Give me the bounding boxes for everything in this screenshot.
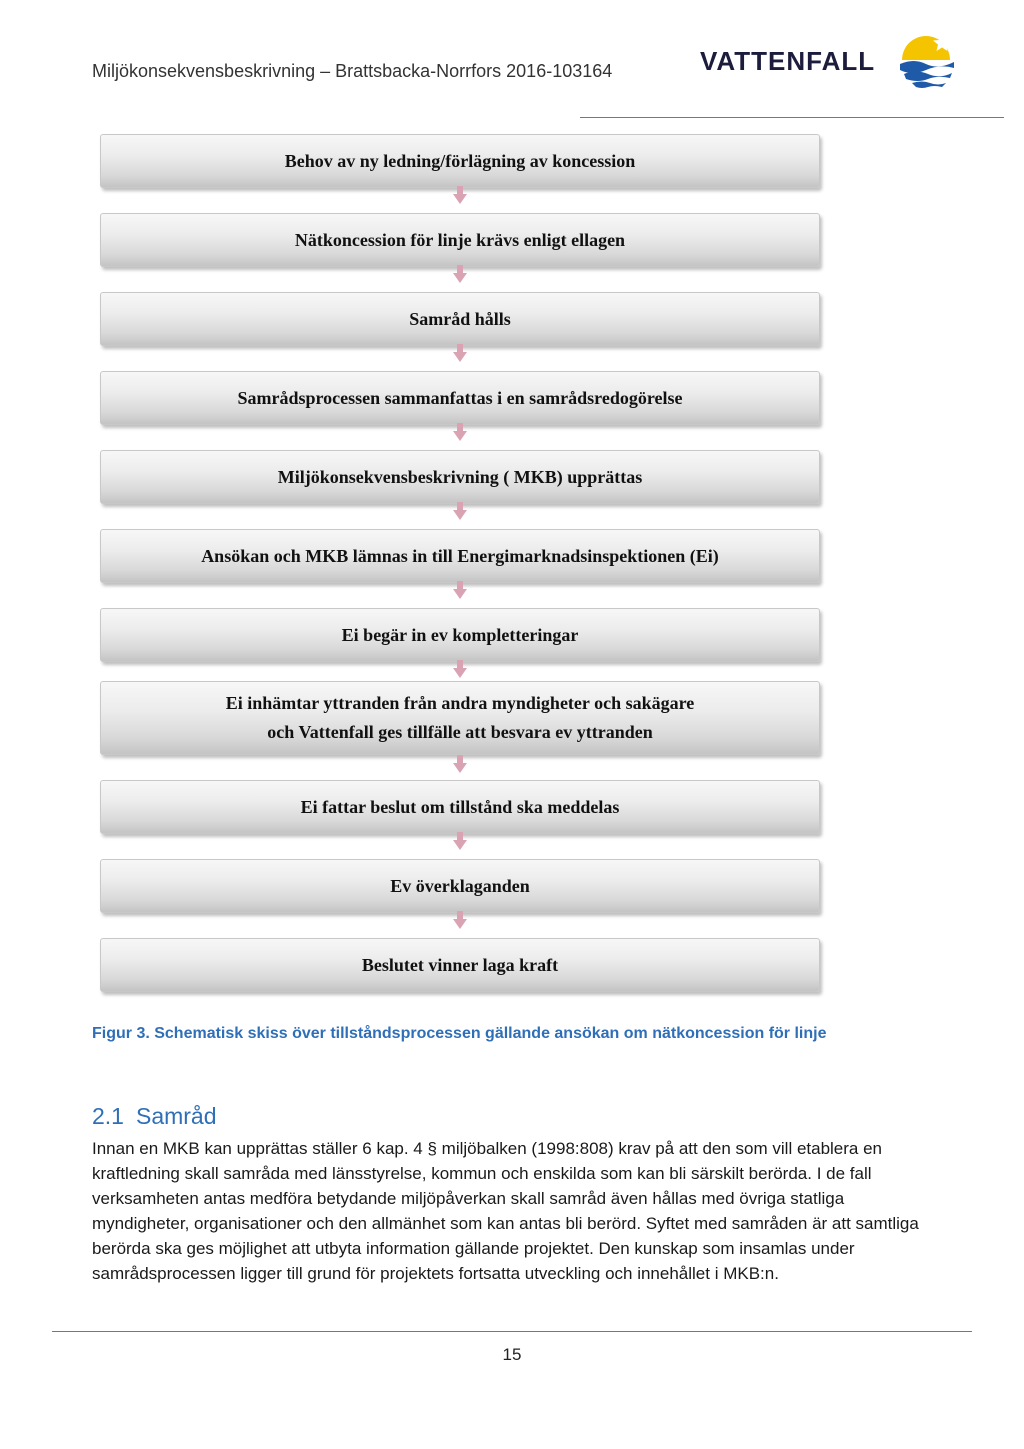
flow-step: [100, 371, 820, 425]
flow-step: [100, 608, 820, 662]
down-arrow-icon: [453, 755, 467, 773]
flow-step-label: Ansökan och MKB lämnas in till Energimarknadsinspektionen (Ei): [201, 545, 719, 566]
flow-step: [100, 529, 820, 583]
section-number: 2.1: [92, 1103, 124, 1129]
vattenfall-sun-wave-icon: [896, 30, 958, 90]
flow-step-label: Ei fattar beslut om tillstånd ska meddelas: [300, 796, 620, 817]
figure-caption: Figur 3. Schematisk skiss över tillståndsprocessen gällande ansökan om nätkoncession för linje: [92, 1025, 827, 1042]
page-number: 15: [502, 1345, 522, 1364]
header-rule: [580, 117, 1004, 118]
flow-step: [100, 292, 820, 346]
flow-step-label: Beslutet vinner laga kraft: [361, 954, 559, 975]
flow-step: [100, 681, 820, 755]
flow-step-label: Ev överklaganden: [390, 875, 530, 896]
flow-step-label: Miljökonsekvensbeskrivning ( MKB) upprättas: [277, 466, 643, 487]
section-heading: [92, 1103, 217, 1130]
down-arrow-icon: [453, 186, 467, 204]
section-title: Samråd: [135, 1103, 217, 1129]
down-arrow-icon: [453, 911, 467, 929]
flow-step-label: Nätkoncession för linje krävs enligt ellagen: [294, 229, 626, 250]
flow-step-label: Ei begär in ev kompletteringar: [341, 624, 579, 645]
body-paragraph: Innan en MKB kan upprättas ställer 6 kap. 4 § miljöbalken (1998:808) krav på att den som vill etablera en kraftledning skall samråda med länsstyrelse, kommun och enskilda som kan bli särskilt berörda. I de fall verksamheten antas medföra betydande miljöpåverkan skall samråd även hållas med övriga statliga myndigheter, organisationer och den allmänhet som kan antas bli berörd. Syftet med samråden är att samtliga berörda ska ges möjlighet att utbyta information gällande projektet. Den kunskap som insamlas under samrådsprocessen ligger till grund för projektets fortsatta utveckling och innehållet i MKB:n.: [92, 1139, 919, 1283]
flow-step-label: Samråd hålls: [409, 308, 511, 329]
down-arrow-icon: [453, 423, 467, 441]
flow-step: [100, 134, 820, 188]
down-arrow-icon: [453, 344, 467, 362]
flow-step: [100, 213, 820, 267]
logo-text: VATTENFALL: [700, 46, 876, 76]
flow-step: [100, 859, 820, 913]
flow-step: [100, 938, 820, 992]
flow-step-label: Behov av ny ledning/förlägning av koncession: [284, 150, 636, 171]
flow-step-label: Samrådsprocessen sammanfattas i en samrådsredogörelse: [237, 387, 683, 408]
down-arrow-icon: [453, 660, 467, 678]
down-arrow-icon: [453, 581, 467, 599]
down-arrow-icon: [453, 502, 467, 520]
flow-step: [100, 450, 820, 504]
down-arrow-icon: [453, 265, 467, 283]
footer-rule: [52, 1331, 972, 1332]
header-title: Miljökonsekvensbeskrivning – Brattsbacka-Norrfors 2016-103164: [92, 61, 613, 81]
vattenfall-logo: [700, 30, 960, 90]
down-arrow-icon: [453, 832, 467, 850]
flow-step: [100, 780, 820, 834]
flow-step-label: Ei inhämtar yttranden från andra myndigheter och sakägare och Vattenfall ges tillfälle att besvara ev yttranden: [225, 693, 695, 742]
